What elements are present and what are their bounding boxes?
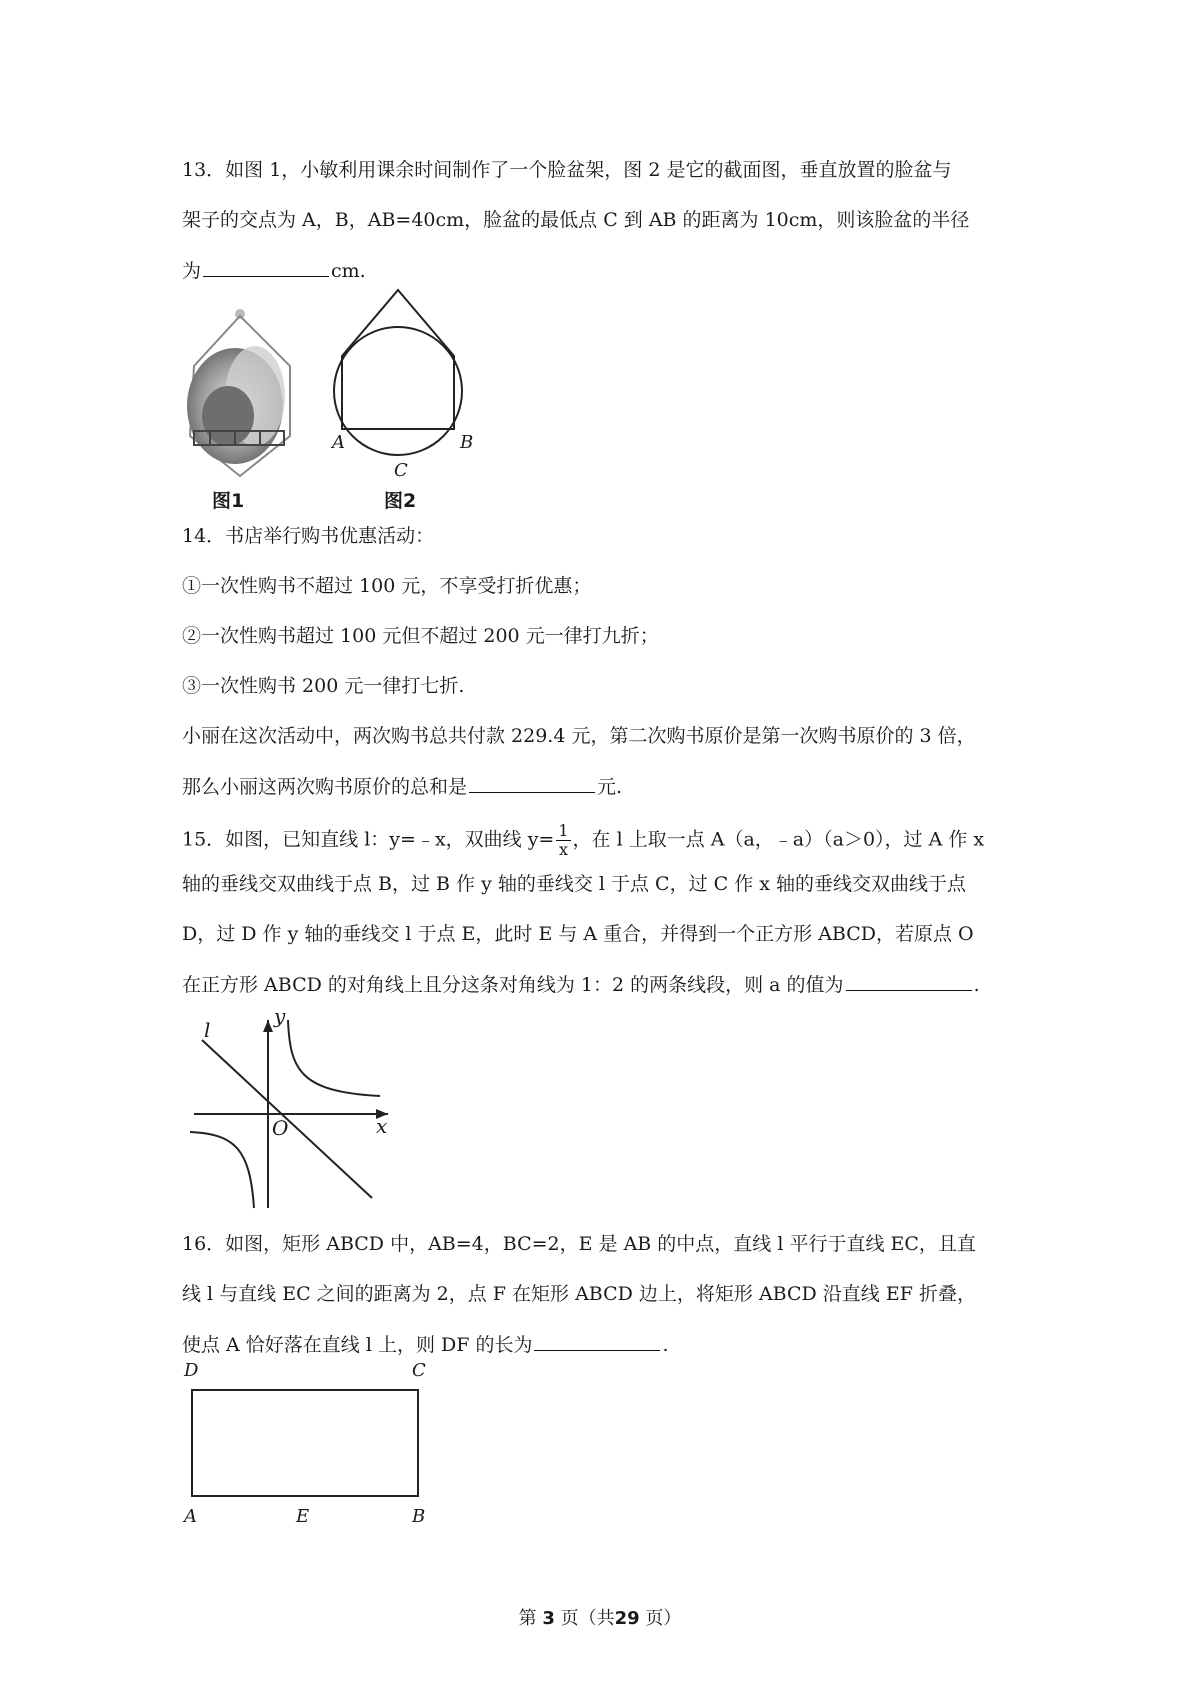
q15-line-3: D，过 D 作 y 轴的垂线交 l 于点 E，此时 E 与 A 重合，并得到一个正方形 ABCD，若原点 O <box>182 923 974 945</box>
q15-line-1 <box>182 822 984 859</box>
fraction-numerator: 1 <box>558 821 569 840</box>
point-b-label: B <box>412 1506 426 1527</box>
q16-line-3 <box>182 1332 669 1357</box>
total-pages: 29 <box>614 1608 640 1629</box>
q16-line-3-start: 使点 A 恰好落在直线 l 上，则 DF 的长为 <box>182 1334 533 1356</box>
q14-line-1: 14．书店举行购书优惠活动： <box>182 525 435 547</box>
q15-line-4-end: . <box>973 974 980 996</box>
q14-line-5: 小丽在这次活动中，两次购书总共付款 229.4 元，第二次购书原价是第一次购书原价的 3 倍， <box>182 725 976 747</box>
answer-blank <box>203 258 329 277</box>
hyperbola-line-graph <box>180 1010 400 1210</box>
footer-prefix: 第 <box>518 1608 537 1629</box>
basin-rack-photo <box>180 296 300 516</box>
footer-suffix: 页） <box>645 1608 682 1629</box>
q14-line-6 <box>182 774 622 799</box>
point-c-label: C <box>394 460 408 481</box>
x-axis-label: x <box>376 1114 388 1138</box>
point-a-label: A <box>184 1506 197 1527</box>
line-l-label: l <box>204 1018 211 1042</box>
q13-line-2: 架子的交点为 A，B，AB=40cm，脸盆的最低点 C 到 AB 的距离为 10cm，则该脸盆的半径 <box>182 209 970 231</box>
q14-rule-3: ③一次性购书 200 元一律打七折. <box>182 675 465 697</box>
answer-blank <box>534 1332 660 1351</box>
answer-blank <box>846 972 972 991</box>
fig1-label: 图1 <box>212 490 245 512</box>
page-number: 3 <box>542 1608 555 1629</box>
footer-middle: 页（共 <box>560 1608 615 1629</box>
q15-line-1-start: 15．如图，已知直线 l：y=﹣x，双曲线 y= <box>182 828 555 851</box>
q13-line-3-start: 为 <box>182 260 202 282</box>
point-e-label: E <box>296 1506 310 1527</box>
q16-line-3-end: . <box>662 1334 669 1356</box>
answer-blank <box>469 774 595 793</box>
page-footer <box>0 1604 1200 1630</box>
fraction-one-over-x <box>556 822 570 859</box>
q14-rule-1: ①一次性购书不超过 100 元，不享受打折优惠； <box>182 575 592 597</box>
fig2-label: 图2 <box>384 490 417 512</box>
q15-line-4 <box>182 972 980 997</box>
y-axis-label: y <box>274 1004 286 1028</box>
q15-line-2: 轴的垂线交双曲线于点 B，过 B 作 y 轴的垂线交 l 于点 C，过 C 作 x 轴的垂线交双曲线于点 <box>182 873 967 895</box>
point-b-label: B <box>460 432 474 453</box>
cross-section-diagram <box>330 286 480 476</box>
fraction-denominator: x <box>558 840 568 859</box>
point-d-label: D <box>184 1360 199 1381</box>
origin-label: O <box>272 1116 289 1140</box>
q16-line-1: 16．如图，矩形 ABCD 中，AB=4，BC=2，E 是 AB 的中点，直线 l 平行于直线 EC，且直 <box>182 1233 976 1255</box>
q15-line-1-end: ，在 l 上取一点 A（a，﹣a）（a＞0），过 A 作 x <box>572 828 985 851</box>
q14-rule-2: ②一次性购书超过 100 元但不超过 200 元一律打九折； <box>182 625 659 647</box>
q13-line-1: 13．如图 1，小敏利用课余时间制作了一个脸盆架，图 2 是它的截面图，垂直放置的脸盆与 <box>182 159 952 181</box>
q14-line-6-start: 那么小丽这两次购书原价的总和是 <box>182 776 468 798</box>
q14-line-6-end: 元. <box>597 776 623 798</box>
q16-line-2: 线 l 与直线 EC 之间的距离为 2，点 F 在矩形 ABCD 边上，将矩形 ABCD 沿直线 EF 折叠， <box>182 1283 976 1305</box>
q13-line-3 <box>182 258 366 283</box>
q15-line-4-start: 在正方形 ABCD 的对角线上且分这条对角线为 1：2 的两条线段，则 a 的值为 <box>182 974 844 996</box>
point-c-label: C <box>412 1360 426 1381</box>
rectangle-abcd-diagram <box>186 1384 426 1504</box>
q13-line-3-end: cm. <box>331 260 366 282</box>
point-a-label: A <box>332 432 345 453</box>
